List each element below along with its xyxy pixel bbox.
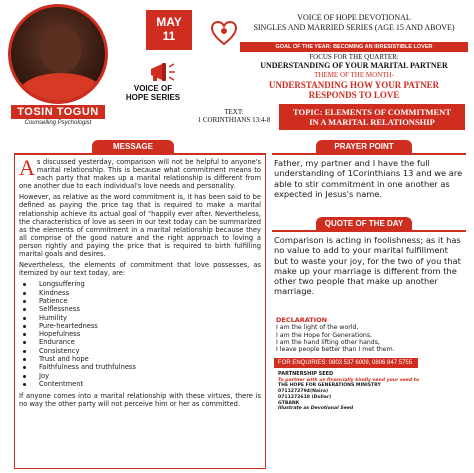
paragraph-1-text: s discussed yesterday, comparison will not be helpful to anyone's marital relationship. This is because what commitment means to each party that makes up a marital relationship is different from one another due to each individual's love needs and personality.: [19, 158, 261, 191]
list-item: Consistency: [19, 347, 261, 355]
text-value: 1 CORINTHIANS 13:4-8: [197, 116, 271, 124]
devotional-title: [240, 13, 468, 33]
declaration: [272, 317, 466, 357]
declaration-line: I am the light of the world,: [276, 324, 359, 332]
list-item: Contentment: [19, 380, 261, 388]
message-body: [14, 153, 266, 469]
date-day: 11: [162, 29, 176, 43]
seed-line3: 0711272794(Naira): [278, 389, 329, 395]
list-item: Endurance: [19, 338, 261, 346]
list-item: Hopefulness: [19, 330, 261, 338]
theme-value-line2: RESPONDS TO LOVE: [308, 90, 400, 100]
list-item: Humility: [19, 314, 261, 322]
seed-line2: THE HOPE FOR GENERATIONS MINISTRY: [278, 383, 381, 389]
author-name-tag: [6, 100, 110, 126]
list-item: Longsuffering: [19, 280, 261, 288]
list-item: Selflessness: [19, 305, 261, 313]
title-line2: SINGLES AND MARRIED SERIES (AGE 15 AND ABOVE): [253, 23, 455, 32]
avatar-face: [41, 25, 81, 73]
seed-line4: 0711272618 (Dollar): [278, 394, 332, 400]
goal-banner: GOAL OF THE YEAR: BECOMING AN IRRESISTIBLE LOVER: [240, 42, 468, 52]
declaration-line: I am the Hope for Generations,: [276, 331, 373, 339]
list-item: Trust and hope: [19, 355, 261, 363]
series-label: [118, 84, 188, 102]
series-label-line2: HOPE SERIES: [125, 93, 181, 102]
message-paragraph-4: If anyone comes into a marital relationship with these virtues, there is no way the other party will not perceive him or her as committed.: [19, 392, 261, 409]
theme-value-line1: UNDERSTANDING HOW YOUR PATNER: [268, 80, 440, 90]
seed-line5: GTBANK: [278, 400, 300, 406]
message-paragraph-2: However, as relative as the word commitment is, it has been said to be defined as paying the price tag that is required to make a marital relationship achieve its actual goal of "happily ever after. Nevertheless, the characteristics of love as seen in our text today can be summarized as the elements of commitment in a marital relationship because they all comprise of the good nature and the right approach to loving a person rightly and paying the price that is required to birth fulfilling marital goals and desires.: [19, 193, 261, 259]
author-photo: [6, 4, 110, 130]
megaphone-icon: [148, 60, 176, 84]
heart-logo-icon: [209, 18, 239, 48]
seed-line1: To partner with us financially kindly send your seed to: [278, 377, 420, 383]
focus-value: UNDERSTANDING OF YOUR MARITAL PARTNER: [260, 61, 448, 70]
list-item: Pure-heartedness: [19, 322, 261, 330]
list-item: Patience: [19, 297, 261, 305]
enquiries-banner: FOR ENQUIRIES: 0803 537 6009, 0806 847 5755: [274, 358, 418, 368]
list-item: Joy: [19, 372, 261, 380]
message-paragraph-1: [19, 155, 261, 191]
author-name: TOSIN TOGUN: [11, 105, 105, 119]
scripture-reference: [190, 108, 278, 124]
dropcap: A: [19, 155, 35, 180]
declaration-title: DECLARATION: [276, 316, 328, 324]
partnership-seed: [274, 372, 468, 430]
prayer-text: Father, my partner and I have the full understanding of 1Corinthians 13 and we are able to stir commitment in one another as expected in Jesus's name.: [272, 153, 466, 213]
topic-line2: IN A MARITAL RELATIONSHIP: [309, 117, 435, 127]
date-month: MAY: [156, 15, 182, 29]
title-line1: VOICE OF HOPE DEVOTIONAL: [297, 13, 411, 22]
topic-line1: TOPIC: ELEMENTS OF COMMITMENT: [293, 107, 451, 117]
message-heading: MESSAGE: [92, 140, 174, 153]
date-badge: [146, 10, 192, 50]
theme-label: THEME OF THE MONTH-: [314, 71, 394, 79]
avatar: [8, 4, 108, 104]
list-item: Faithfulness and truthfulness: [19, 363, 261, 371]
series-logo: [118, 60, 188, 116]
author-title: Counselling Psychologist: [24, 120, 92, 126]
text-label: TEXT:: [224, 108, 244, 116]
series-label-line1: VOICE OF: [133, 84, 173, 93]
theme-value: [240, 80, 468, 100]
virtues-list: [19, 280, 261, 388]
prayer-heading: PRAYER POINT: [316, 140, 412, 153]
topic-banner: [279, 104, 465, 130]
quote-text: Comparison is acting in foolishness; as it has no value to add to your marital fulfillment but to waste your joy, for the two of you that make up your marriage is different from the other two people that make up another marriage.: [272, 230, 466, 306]
seed-heading: PARTNERSHIP SEED: [278, 371, 334, 377]
declaration-line: I am the hand lifting other hands,: [276, 338, 380, 346]
seed-line6: Illustrate as Devotional Seed: [278, 406, 354, 412]
declaration-line: I leave people better than I met them.: [276, 346, 395, 354]
quote-heading: QUOTE OF THE DAY: [316, 217, 412, 230]
list-item: Kindness: [19, 289, 261, 297]
focus-label: FOCUS FOR THE QUARTER:: [309, 53, 399, 61]
message-paragraph-3: Nevertheless, the elements of commitment that love possesses, as itemized by our text today, are:: [19, 261, 261, 278]
